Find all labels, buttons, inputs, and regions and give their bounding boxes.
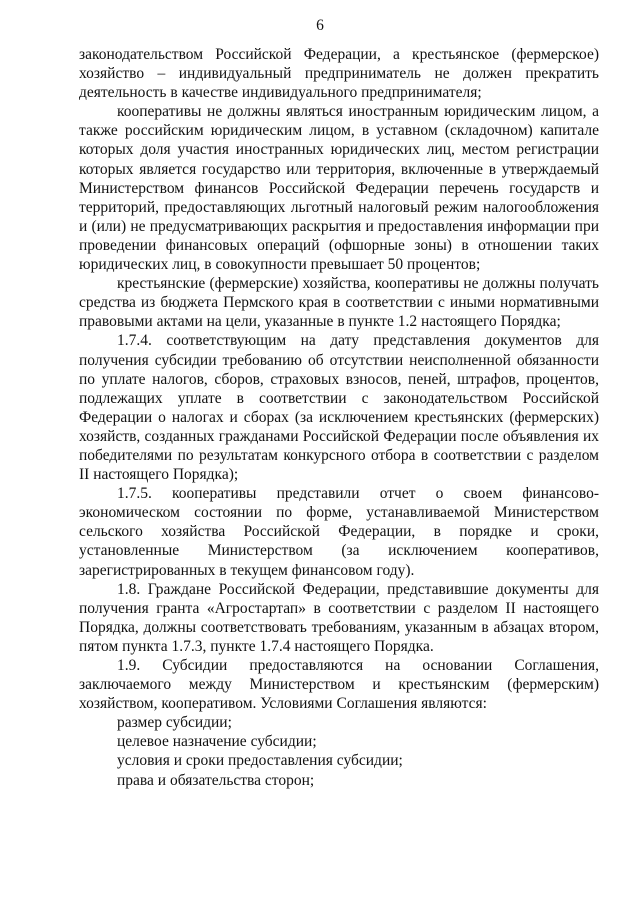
- list-item: условия и сроки предоставления субсидии;: [117, 752, 403, 770]
- page-number: 6: [316, 17, 324, 34]
- paragraph-1-7-4: 1.7.4. соответствующим на дату представления документов для получения субсидии требованию об отсутствии неисполненной обязанности по уплате налогов, сборов, страховых взносов, пеней, штрафов, процентов, подлежащих уплате в соответствии с законодательством Российской Федерации о налогах и сборах (за исключением крестьянских (фермерских) хозяйств, созданных гражданами Российской Федерации после объявления их победителями по результатам конкурсного отбора в соответствии с разделом II настоящего Порядка);: [79, 332, 599, 484]
- paragraph-cooperatives-foreign: кооперативы не должны являться иностранным юридическим лицом, а также российским юридическим лицом, в уставном (складочном) капитале которых доля участия иностранных юридических лиц, местом регистрации которых является государство или территория, включенные в утверждаемый Министерством финансов Российской Федерации перечень государств и территорий, предоставляющих льготный налоговый режим налогообложения и (или) не предусматривающих раскрытия и предоставления информации при проведении финансовых операций (офшорные зоны) в отношении таких юридических лиц, в совокупности превышает 50 процентов;: [79, 103, 599, 274]
- document-body: [79, 45, 599, 790]
- paragraph-budget-funds: крестьянские (фермерские) хозяйства, кооперативы не должны получать средства из бюджета Пермского края в соответствии с иными нормативными правовыми актами на цели, указанные в пункте 1.2 настоящего Порядка;: [79, 275, 599, 331]
- paragraph-1-7-5: 1.7.5. кооперативы представили отчет о своем финансово-экономическом состоянии по форме, устанавливаемой Министерством сельского хозяйства Российской Федерации, в порядке и сроки, установленные Министерством (за исключением кооперативов, зарегистрированных в текущем финансовом году).: [79, 485, 599, 579]
- paragraph-1-9: 1.9. Субсидии предоставляются на основании Соглашения, заключаемого между Министерством и крестьянским (фермерским) хозяйством, кооперативом. Условиями Соглашения являются:: [79, 657, 599, 713]
- list-item: целевое назначение субсидии;: [117, 733, 317, 751]
- paragraph-continuation: законодательством Российской Федерации, а крестьянское (фермерское) хозяйство – индивидуальный предприниматель не должен прекратить деятельность в качестве индивидуального предпринимателя;: [79, 46, 599, 102]
- list-item: права и обязательства сторон;: [117, 771, 315, 789]
- list-item: размер субсидии;: [117, 714, 232, 732]
- paragraph-1-8: 1.8. Граждане Российской Федерации, представившие документы для получения гранта «Агростартап» в соответствии с разделом II настоящего Порядка, должны соответствовать требованиям, указанным в абзацах втором, пятом пункта 1.7.3, пункте 1.7.4 настоящего Порядка.: [79, 580, 599, 655]
